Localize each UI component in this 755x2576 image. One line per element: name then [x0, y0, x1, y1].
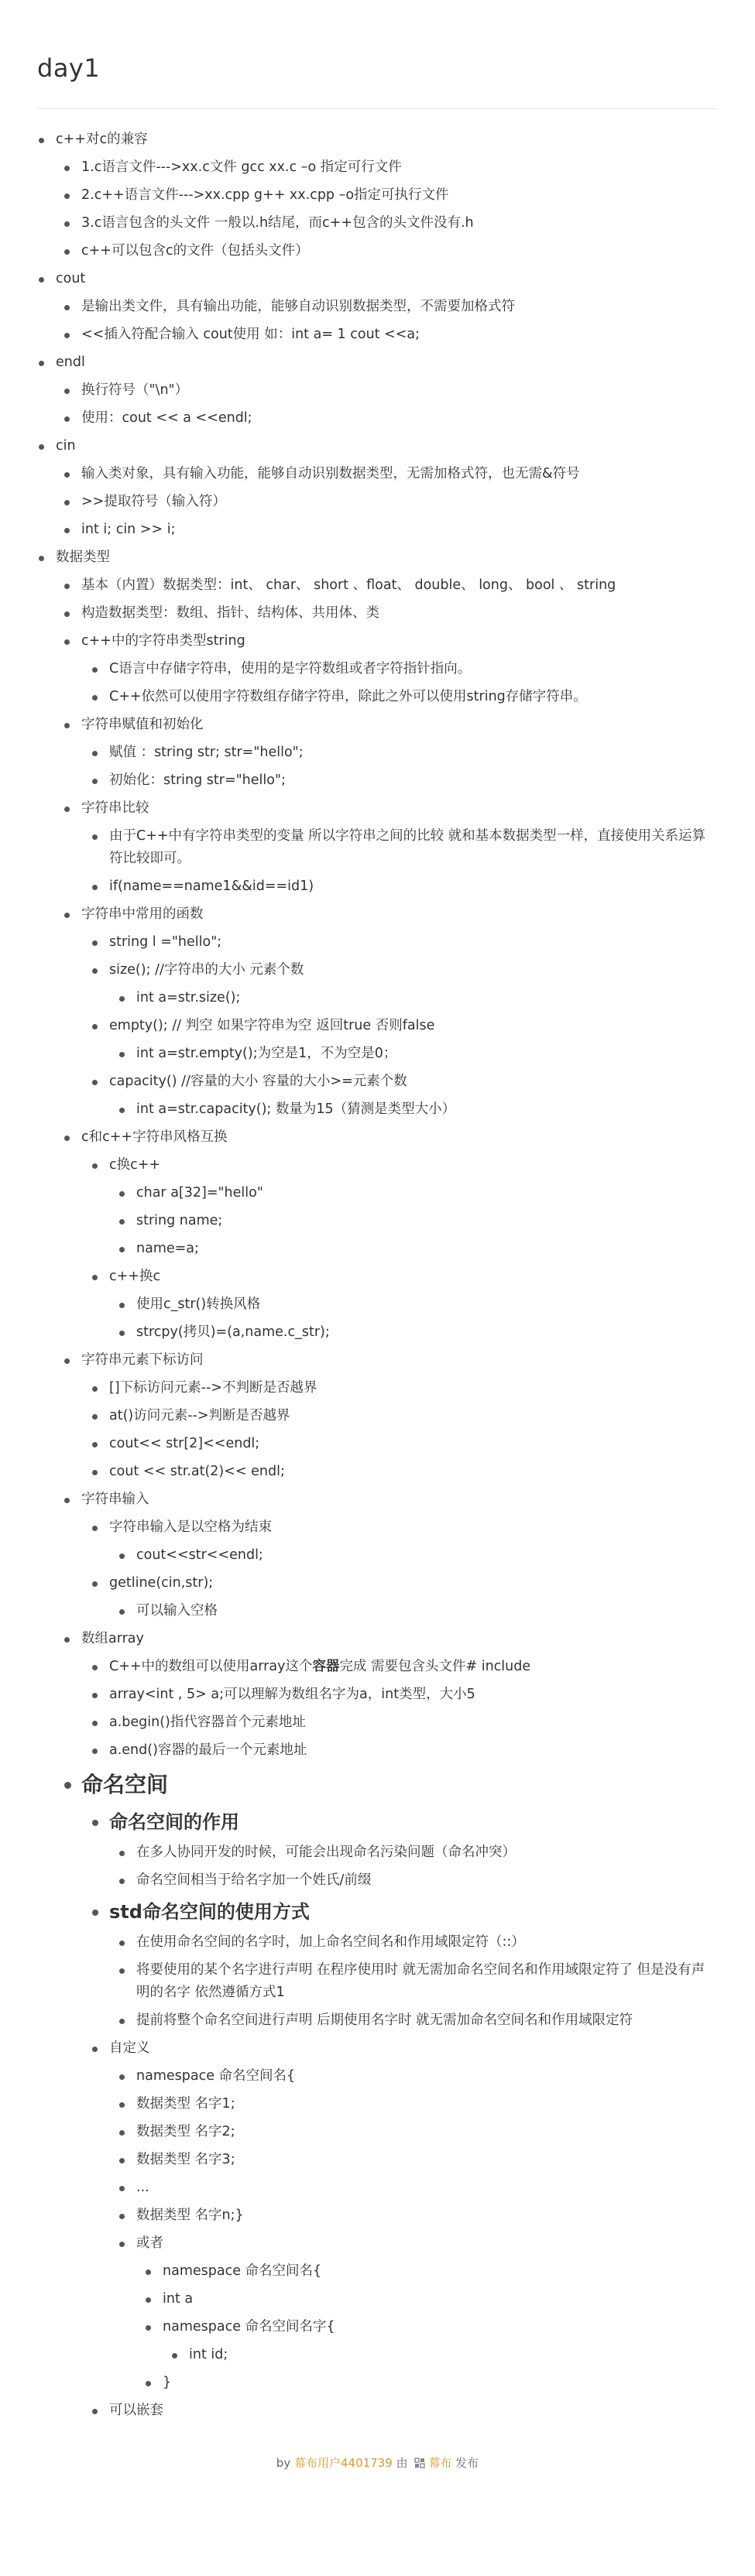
bullet-icon[interactable] — [92, 751, 98, 756]
list-item: <<插入符配合输入 cout使用 如：int a= 1 cout <<a; — [0, 321, 755, 349]
bullet-icon[interactable] — [92, 1910, 98, 1916]
list-item: 基本（内置）数据类型：int、 char、 short 、float、 double、 long、 bool 、 string — [0, 572, 755, 600]
bullet-icon[interactable] — [119, 1879, 125, 1884]
bullet-icon[interactable] — [64, 416, 70, 422]
bullet-icon[interactable] — [64, 528, 70, 533]
bullet-icon[interactable] — [64, 472, 70, 478]
list-item: int a=str.size(); — [0, 985, 755, 1012]
list-item: 初始化：string str="hello"; — [0, 767, 755, 795]
list-item: cout — [0, 265, 755, 293]
bullet-icon[interactable] — [64, 333, 70, 338]
bullet-icon[interactable] — [64, 1358, 70, 1364]
bullet-icon[interactable] — [92, 779, 98, 784]
bullet-icon[interactable] — [64, 194, 70, 199]
bullet-icon[interactable] — [64, 221, 70, 227]
list-item: int a=str.capacity(); 数量为15（猜测是类型大小） — [0, 1096, 755, 1124]
bullet-icon[interactable] — [119, 1052, 125, 1057]
list-item: 数据类型 名字2; — [0, 2119, 755, 2146]
list-item: 字符串中常用的函数 — [0, 901, 755, 929]
list-item: c和c++字符串风格互换 — [0, 1124, 755, 1152]
bullet-icon[interactable] — [172, 2353, 177, 2358]
page-title: day1 — [37, 53, 101, 83]
list-item: a.end()容器的最后一个元素地址 — [0, 1737, 755, 1765]
bullet-icon[interactable] — [64, 807, 70, 812]
list-item: a.begin()指代容器首个元素地址 — [0, 1709, 755, 1737]
list-item: 字符串输入 — [0, 1486, 755, 1514]
bullet-icon[interactable] — [92, 1693, 98, 1698]
list-item: string l ="hello"; — [0, 929, 755, 957]
list-item: endl — [0, 349, 755, 377]
list-item: 命名空间的作用 — [0, 1805, 755, 1839]
list-item: 3.c语言包含的头文件 一般以.h结尾，而c++包含的头文件没有.h — [0, 210, 755, 238]
list-item: 使用：cout << a <<endl; — [0, 405, 755, 433]
bullet-icon[interactable] — [92, 1749, 98, 1754]
list-item: 数据类型 — [0, 544, 755, 572]
bullet-icon[interactable] — [92, 834, 98, 840]
bullet-icon[interactable] — [92, 667, 98, 673]
bullet-icon[interactable] — [92, 1163, 98, 1169]
bullet-icon[interactable] — [92, 1386, 98, 1392]
list-item: 将要使用的某个名字进行声明 在程序使用时 就无需加命名空间名和作用域限定符了 但是没有声明的名字 依然遵循方式1 — [0, 1957, 755, 2007]
bullet-icon[interactable] — [146, 2297, 151, 2303]
list-item: 自定义 — [0, 2035, 755, 2063]
title-bar — [37, 0, 718, 109]
list-item: 使用c_str()转换风格 — [0, 1291, 755, 1319]
list-item: 是输出类文件，具有输出功能，能够自动识别数据类型，不需要加格式符 — [0, 293, 755, 321]
list-item: c++对c的兼容 — [0, 126, 755, 154]
list-item: 数组array — [0, 1625, 755, 1653]
bullet-icon[interactable] — [64, 1498, 70, 1503]
list-item: namespace 命名空间名{ — [0, 2258, 755, 2286]
bullet-icon[interactable] — [92, 1470, 98, 1475]
bullet-icon[interactable] — [64, 723, 70, 728]
author-link[interactable]: 幕布用户4401739 — [293, 2456, 393, 2470]
list-item: cout << str.at(2)<< endl; — [0, 1458, 755, 1486]
bullet-icon[interactable] — [64, 305, 70, 310]
bullet-icon[interactable] — [64, 913, 70, 918]
list-item: 构造数据类型：数组、指针、结构体、共用体、类 — [0, 600, 755, 628]
bullet-icon[interactable] — [92, 1721, 98, 1726]
list-item: cout<< str[2]<<endl; — [0, 1430, 755, 1458]
bullet-icon[interactable] — [119, 2102, 125, 2108]
list-item: name=a; — [0, 1235, 755, 1263]
list-item: 赋值 ：string str; str="hello"; — [0, 739, 755, 767]
bullet-icon[interactable] — [64, 249, 70, 255]
list-item: 命名空间 — [0, 1765, 755, 1805]
list-item: C++中的数组可以使用array这个容器完成 需要包含头文件# include — [0, 1653, 755, 1681]
list-item: c换c++ — [0, 1152, 755, 1180]
bullet-icon[interactable] — [64, 584, 70, 589]
bullet-icon[interactable] — [92, 1414, 98, 1420]
list-item: c++可以包含c的文件（包括头文件） — [0, 238, 755, 265]
list-item: if(name==name1&&id==id1) — [0, 873, 755, 901]
bullet-icon[interactable] — [92, 695, 98, 701]
list-item: 数据类型 名字1; — [0, 2091, 755, 2119]
list-item: 可以嵌套 — [0, 2397, 755, 2425]
bullet-icon[interactable] — [39, 277, 44, 283]
list-item: 字符串输入是以空格为结束 — [0, 1514, 755, 1542]
bullet-icon[interactable] — [119, 2074, 125, 2080]
list-item: 输入类对象，具有输入功能，能够自动识别数据类型，无需加格式符，也无需&符号 — [0, 461, 755, 488]
list-item: } — [0, 2369, 755, 2397]
bullet-icon[interactable] — [64, 1782, 71, 1789]
bullet-icon[interactable] — [64, 389, 70, 394]
list-item: c++换c — [0, 1263, 755, 1291]
list-item: cout<<str<<endl; — [0, 1542, 755, 1570]
bullet-icon[interactable] — [92, 1665, 98, 1670]
bullet-icon[interactable] — [146, 2269, 151, 2275]
bullet-icon[interactable] — [119, 1331, 125, 1336]
footer: by 幕布用户4401739 由 幕布 发布 — [276, 2456, 479, 2470]
bullet-icon[interactable] — [119, 1108, 125, 1113]
bullet-icon[interactable] — [119, 1191, 125, 1197]
bullet-icon[interactable] — [119, 1968, 125, 1974]
bullet-icon[interactable] — [92, 2409, 98, 2414]
list-item: ... — [0, 2174, 755, 2202]
list-item: 在使用命名空间的名字时，加上命名空间名和作用域限定符（::） — [0, 1929, 755, 1957]
list-item: int a=str.empty();为空是1，不为空是0； — [0, 1040, 755, 1068]
bullet-icon[interactable] — [64, 611, 70, 617]
list-item: 由于C++中有字符串类型的变量 所以字符串之间的比较 就和基本数据类型一样，直接使用关系运算符比较即可。 — [0, 823, 755, 873]
bullet-icon[interactable] — [39, 556, 44, 561]
bullet-icon[interactable] — [92, 1080, 98, 1085]
list-item: cin — [0, 433, 755, 461]
list-item: int a — [0, 2286, 755, 2314]
list-item: 字符串比较 — [0, 795, 755, 823]
bullet-icon[interactable] — [119, 2186, 125, 2191]
bullet-icon[interactable] — [119, 1941, 125, 1946]
list-item: 2.c++语言文件--->xx.cpp g++ xx.cpp –o指定可执行文件 — [0, 182, 755, 210]
bullet-icon[interactable] — [119, 996, 125, 1002]
bullet-icon[interactable] — [64, 1637, 70, 1643]
bullet-icon[interactable] — [92, 2047, 98, 2052]
list-item: namespace 命名空间名{ — [0, 2063, 755, 2091]
list-item: 字符串赋值和初始化 — [0, 711, 755, 739]
bullet-icon[interactable] — [146, 2381, 151, 2386]
list-item: int i; cin >> i; — [0, 516, 755, 544]
list-item: int id; — [0, 2341, 755, 2369]
list-item: strcpy(拷贝)=(a,name.c_str); — [0, 1319, 755, 1347]
list-item: []下标访问元素-->不判断是否越界 — [0, 1375, 755, 1403]
list-item: at()访问元素-->判断是否越界 — [0, 1403, 755, 1430]
list-item: namespace 命名空间名字{ — [0, 2314, 755, 2341]
bullet-icon[interactable] — [92, 940, 98, 946]
bullet-icon[interactable] — [39, 444, 44, 450]
bullet-icon[interactable] — [39, 138, 44, 143]
list-item: 1.c语言文件--->xx.c文件 gcc xx.c –o 指定可行文件 — [0, 154, 755, 182]
bullet-icon[interactable] — [119, 1851, 125, 1856]
bullet-icon[interactable] — [92, 968, 98, 974]
list-item: 字符串元素下标访问 — [0, 1347, 755, 1375]
list-item: 换行符号（"\n"） — [0, 377, 755, 405]
list-item: char a[32]="hello" — [0, 1180, 755, 1208]
mubu-logo-icon — [414, 2458, 425, 2468]
list-item: c++中的字符串类型string — [0, 628, 755, 656]
brand-link[interactable]: 幕布 — [428, 2456, 452, 2470]
bullet-icon[interactable] — [92, 1581, 98, 1587]
list-item: size(); //字符串的大小 元素个数 — [0, 957, 755, 985]
bullet-icon[interactable] — [119, 2158, 125, 2163]
list-item: 提前将整个命名空间进行声明 后期使用名字时 就无需加命名空间名和作用域限定符 — [0, 2007, 755, 2035]
list-item: array<int , 5> a;可以理解为数组名字为a，int类型，大小5 — [0, 1681, 755, 1709]
bullet-icon[interactable] — [146, 2325, 151, 2331]
bullet-icon[interactable] — [119, 2130, 125, 2136]
list-item: getline(cin,str); — [0, 1570, 755, 1598]
list-item: string name; — [0, 1208, 755, 1235]
list-item: C语言中存储字符串，使用的是字符数组或者字符指针指向。 — [0, 656, 755, 683]
bullet-icon[interactable] — [119, 1553, 125, 1559]
list-item: C++依然可以使用字符数组存储字符串，除此之外可以使用string存储字符串。 — [0, 683, 755, 711]
bullet-icon[interactable] — [119, 2214, 125, 2219]
bullet-icon[interactable] — [119, 2019, 125, 2024]
bullet-icon[interactable] — [92, 1526, 98, 1531]
list-item: empty(); // 判空 如果字符串为空 返回true 否则false — [0, 1012, 755, 1040]
bullet-icon[interactable] — [92, 1024, 98, 1029]
bullet-icon[interactable] — [119, 1247, 125, 1252]
bullet-icon[interactable] — [64, 166, 70, 171]
bullet-icon[interactable] — [64, 500, 70, 505]
list-item: 命名空间相当于给名字加一个姓氏/前缀 — [0, 1867, 755, 1895]
bullet-icon[interactable] — [119, 1219, 125, 1225]
list-item: 数据类型 名字n;} — [0, 2202, 755, 2230]
bullet-icon[interactable] — [39, 361, 44, 366]
list-item: >>提取符号（输入符） — [0, 488, 755, 516]
list-item: 可以输入空格 — [0, 1598, 755, 1625]
list-item: 或者 — [0, 2230, 755, 2258]
list-item: 在多人协同开发的时候，可能会出现命名污染问题（命名冲突） — [0, 1839, 755, 1867]
bullet-icon[interactable] — [64, 639, 70, 645]
bullet-icon[interactable] — [119, 2242, 125, 2247]
bullet-icon[interactable] — [64, 1136, 70, 1141]
bullet-icon[interactable] — [92, 1442, 98, 1447]
bullet-icon[interactable] — [119, 1303, 125, 1308]
list-item: std命名空间的使用方式 — [0, 1895, 755, 1929]
bullet-icon[interactable] — [119, 1609, 125, 1615]
list-item: 数据类型 名字3; — [0, 2146, 755, 2174]
list-item: capacity() //容量的大小 容量的大小>=元素个数 — [0, 1068, 755, 1096]
bullet-icon[interactable] — [92, 1275, 98, 1280]
outline — [0, 126, 755, 2425]
bullet-icon[interactable] — [92, 1820, 98, 1826]
bullet-icon[interactable] — [92, 885, 98, 890]
